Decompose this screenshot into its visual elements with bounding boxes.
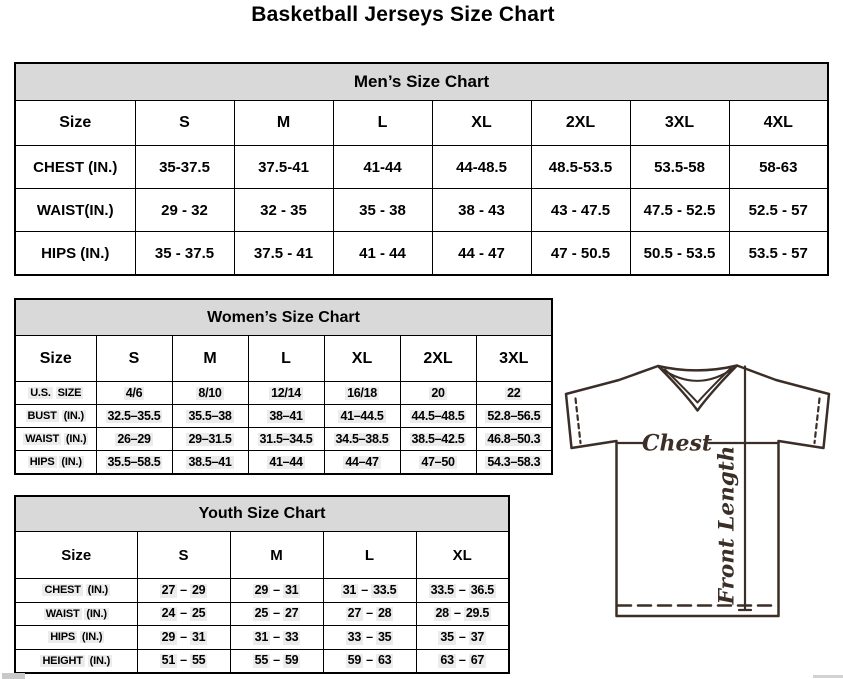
- highlighted-value: 29.5: [465, 606, 489, 621]
- measurement-cell: [248, 428, 324, 451]
- size-column-header: S: [137, 532, 230, 579]
- size-header-row: [15, 532, 509, 579]
- measurement-cell: 37.5 - 41: [234, 232, 333, 276]
- highlighted-value: HIPS: [50, 631, 76, 644]
- measurement-cell: [248, 382, 324, 405]
- measurement-cell: [172, 451, 248, 475]
- highlighted-value: 27: [347, 606, 361, 621]
- measurement-cell: 29 – 31: [137, 626, 230, 650]
- measurement-cell: [476, 428, 552, 451]
- measurement-row: [15, 602, 509, 626]
- table-title-row: [15, 63, 828, 101]
- size-column-header: 3XL: [476, 336, 552, 382]
- highlighted-value: 44–47: [345, 454, 379, 469]
- highlighted-value: 29–31.5: [188, 431, 232, 446]
- size-column-header: L: [323, 532, 416, 579]
- highlighted-value: 63: [440, 653, 454, 668]
- size-column-header: 4XL: [729, 101, 828, 146]
- highlighted-value: 47–50: [421, 454, 455, 469]
- measurement-cell: [96, 405, 172, 428]
- highlighted-value: (IN.): [65, 432, 87, 445]
- measurement-cell: [96, 428, 172, 451]
- highlighted-value: 63: [378, 653, 392, 668]
- measurement-row: [15, 451, 552, 475]
- measurement-cell: 27 – 29: [137, 579, 230, 603]
- measurement-cell: [248, 405, 324, 428]
- highlighted-value: 54.3–58.3: [487, 454, 541, 469]
- measurement-cell: 41 - 44: [333, 232, 432, 276]
- size-column-header: 2XL: [531, 101, 630, 146]
- size-column-header: 2XL: [400, 336, 476, 382]
- highlighted-value: 28: [435, 606, 449, 621]
- measurement-row-label: [15, 649, 137, 673]
- measurement-row: [15, 428, 552, 451]
- measurement-row: [15, 146, 828, 189]
- highlighted-value: 41–44.5: [340, 408, 384, 423]
- measurement-cell: 50.5 - 53.5: [630, 232, 729, 276]
- measurement-cell: 32 - 35: [234, 189, 333, 232]
- measurement-cell: 25 – 27: [230, 602, 323, 626]
- size-column-header: M: [230, 532, 323, 579]
- measurement-cell: [400, 451, 476, 475]
- measurement-row-label: [15, 382, 96, 405]
- highlighted-value: 31.5–34.5: [259, 431, 313, 446]
- page-title: Basketball Jerseys Size Chart: [251, 3, 555, 26]
- measurement-row-label: CHEST (IN.): [15, 146, 135, 189]
- highlighted-value: 25: [192, 606, 206, 621]
- measurement-cell: [400, 405, 476, 428]
- size-column-header: L: [248, 336, 324, 382]
- measurement-cell: [400, 428, 476, 451]
- measurement-cell: [476, 382, 552, 405]
- size-column-header: 3XL: [630, 101, 729, 146]
- measurement-cell: 35 – 37: [416, 626, 509, 650]
- highlighted-value: (IN.): [86, 607, 107, 620]
- table-title: Men’s Size Chart: [15, 63, 828, 101]
- highlighted-value: U.S.: [30, 386, 51, 399]
- measurement-cell: 33 – 35: [323, 626, 416, 650]
- measurement-cell: 28 – 29.5: [416, 602, 509, 626]
- measurement-row-label: [15, 602, 137, 626]
- measurement-cell: [172, 382, 248, 405]
- measurement-cell: 43 - 47.5: [531, 189, 630, 232]
- highlighted-value: 41–44: [269, 454, 303, 469]
- highlighted-value: 38.5–41: [188, 454, 232, 469]
- highlighted-value: HEIGHT: [42, 654, 83, 667]
- measurement-cell: 27 – 28: [323, 602, 416, 626]
- womens-size-table: [14, 298, 553, 475]
- table-title-row: [15, 496, 509, 532]
- highlighted-value: 25: [254, 606, 268, 621]
- highlighted-value: 59: [347, 653, 361, 668]
- measurement-row-label: [15, 626, 137, 650]
- highlighted-value: 51: [161, 653, 175, 668]
- measurement-cell: 58-63: [729, 146, 828, 189]
- measurement-cell: 41-44: [333, 146, 432, 189]
- measurement-cell: 35-37.5: [135, 146, 234, 189]
- measurement-cell: [248, 451, 324, 475]
- highlighted-value: 33.5: [430, 582, 454, 597]
- highlighted-value: 22: [507, 385, 521, 400]
- size-label-header: Size: [15, 532, 137, 579]
- measurement-row: [15, 649, 509, 673]
- measurement-cell: [476, 405, 552, 428]
- front-length-label: Front Length: [714, 445, 740, 605]
- highlighted-value: 34.5–38.5: [335, 431, 389, 446]
- highlighted-value: 55: [254, 653, 268, 668]
- measurement-cell: 51 – 55: [137, 649, 230, 673]
- size-label-header: Size: [15, 101, 135, 146]
- size-column-header: L: [333, 101, 432, 146]
- size-column-header: S: [96, 336, 172, 382]
- highlighted-value: 24: [161, 606, 175, 621]
- measurement-cell: [324, 428, 400, 451]
- highlighted-value: 35: [378, 629, 392, 644]
- highlighted-value: 36.5: [470, 582, 494, 597]
- measurement-cell: [400, 382, 476, 405]
- measurement-cell: 55 – 59: [230, 649, 323, 673]
- measurement-row-label: WAIST(IN.): [15, 189, 135, 232]
- measurement-row-label: [15, 451, 96, 475]
- size-column-header: M: [172, 336, 248, 382]
- highlighted-value: 26–29: [117, 431, 151, 446]
- highlighted-value: 44.5–48.5: [411, 408, 465, 423]
- highlighted-value: (IN.): [81, 631, 103, 644]
- highlighted-value: 4/6: [125, 385, 143, 400]
- highlighted-value: 29: [254, 582, 268, 597]
- highlighted-value: (IN.): [63, 409, 84, 422]
- size-column-header: M: [234, 101, 333, 146]
- measurement-row: [15, 382, 552, 405]
- measurement-cell: [324, 405, 400, 428]
- measurement-cell: [96, 382, 172, 405]
- highlighted-value: 29: [192, 582, 206, 597]
- highlighted-value: 67: [470, 653, 485, 668]
- mens-size-table: [14, 62, 829, 276]
- size-column-header: XL: [324, 336, 400, 382]
- highlighted-value: (IN.): [61, 455, 82, 468]
- measurement-row-label: [15, 405, 96, 428]
- measurement-row-label: HIPS (IN.): [15, 232, 135, 276]
- measurement-cell: 38 - 43: [432, 189, 531, 232]
- chest-label: Chest: [641, 430, 713, 457]
- measurement-cell: [172, 428, 248, 451]
- measurement-row: [15, 405, 552, 428]
- measurement-row-label: [15, 579, 137, 603]
- highlighted-value: 33: [285, 629, 299, 644]
- measurement-cell: 31 – 33.5: [323, 579, 416, 603]
- measurement-cell: 47 - 50.5: [531, 232, 630, 276]
- highlighted-value: 31: [192, 629, 206, 644]
- highlighted-value: 38.5–42.5: [411, 431, 465, 446]
- measurement-cell: 48.5-53.5: [531, 146, 630, 189]
- highlighted-value: CHEST: [44, 584, 81, 597]
- highlighted-value: SIZE: [57, 386, 82, 399]
- measurement-cell: 33.5 – 36.5: [416, 579, 509, 603]
- highlighted-value: 35.5–58.5: [107, 454, 161, 469]
- measurement-row: [15, 626, 509, 650]
- highlighted-value: WAIST: [25, 432, 60, 445]
- highlighted-value: 12/14: [271, 385, 301, 400]
- highlighted-value: 31: [342, 582, 357, 597]
- highlighted-value: 59: [285, 653, 299, 668]
- highlighted-value: (IN.): [89, 654, 111, 667]
- highlighted-value: 52.8–56.5: [487, 408, 541, 423]
- highlighted-value: 31: [285, 582, 299, 597]
- measurement-cell: [476, 451, 552, 475]
- table-title: Youth Size Chart: [15, 496, 509, 532]
- youth-size-table: [14, 495, 510, 674]
- highlighted-value: 38–41: [269, 408, 303, 423]
- measurement-cell: 53.5 - 57: [729, 232, 828, 276]
- measurement-cell: 53.5-58: [630, 146, 729, 189]
- measurement-row: [15, 232, 828, 276]
- highlighted-value: 20: [431, 385, 445, 400]
- table-title: Women’s Size Chart: [15, 299, 552, 336]
- jersey-measurement-diagram: [557, 353, 843, 625]
- highlighted-value: (IN.): [87, 584, 109, 597]
- highlighted-value: 27: [285, 606, 299, 621]
- size-label-header: Size: [15, 336, 96, 382]
- highlighted-value: BUST: [27, 409, 57, 422]
- highlighted-value: 16/18: [347, 385, 377, 400]
- measurement-cell: 47.5 - 52.5: [630, 189, 729, 232]
- size-column-header: XL: [416, 532, 509, 579]
- highlighted-value: 29: [161, 629, 175, 644]
- highlighted-value: 31: [254, 629, 268, 644]
- measurement-cell: [172, 405, 248, 428]
- highlighted-value: 37: [470, 629, 485, 644]
- measurement-cell: 31 – 33: [230, 626, 323, 650]
- measurement-row-label: [15, 428, 96, 451]
- measurement-cell: 37.5-41: [234, 146, 333, 189]
- measurement-cell: 24 – 25: [137, 602, 230, 626]
- highlighted-value: 28: [378, 606, 392, 621]
- highlighted-value: 8/10: [198, 385, 222, 400]
- size-header-row: [15, 336, 552, 382]
- measurement-cell: 29 - 32: [135, 189, 234, 232]
- cutoff-fragment-bottom-left: [2, 673, 25, 679]
- measurement-cell: 52.5 - 57: [729, 189, 828, 232]
- size-column-header: S: [135, 101, 234, 146]
- measurement-cell: 35 - 37.5: [135, 232, 234, 276]
- measurement-row: [15, 189, 828, 232]
- measurement-cell: 44 - 47: [432, 232, 531, 276]
- highlighted-value: 33.5: [373, 582, 397, 597]
- highlighted-value: 55: [192, 653, 206, 668]
- highlighted-value: HIPS: [29, 455, 55, 468]
- highlighted-value: WAIST: [45, 607, 80, 620]
- measurement-cell: 35 - 38: [333, 189, 432, 232]
- table-title-row: [15, 299, 552, 336]
- highlighted-value: 33: [347, 629, 361, 644]
- highlighted-value: 46.8–50.3: [487, 431, 541, 446]
- measurement-cell: [324, 451, 400, 475]
- size-header-row: [15, 101, 828, 146]
- measurement-cell: 29 – 31: [230, 579, 323, 603]
- highlighted-value: 32.5–35.5: [107, 408, 161, 423]
- highlighted-value: 35: [440, 629, 454, 644]
- cutoff-fragment-bottom-right: [813, 675, 843, 678]
- measurement-cell: 59 – 63: [323, 649, 416, 673]
- measurement-cell: [324, 382, 400, 405]
- highlighted-value: 27: [161, 582, 175, 597]
- measurement-row: [15, 579, 509, 603]
- highlighted-value: 35.5–38: [188, 408, 232, 423]
- size-column-header: XL: [432, 101, 531, 146]
- measurement-cell: 63 – 67: [416, 649, 509, 673]
- measurement-cell: [96, 451, 172, 475]
- measurement-cell: 44-48.5: [432, 146, 531, 189]
